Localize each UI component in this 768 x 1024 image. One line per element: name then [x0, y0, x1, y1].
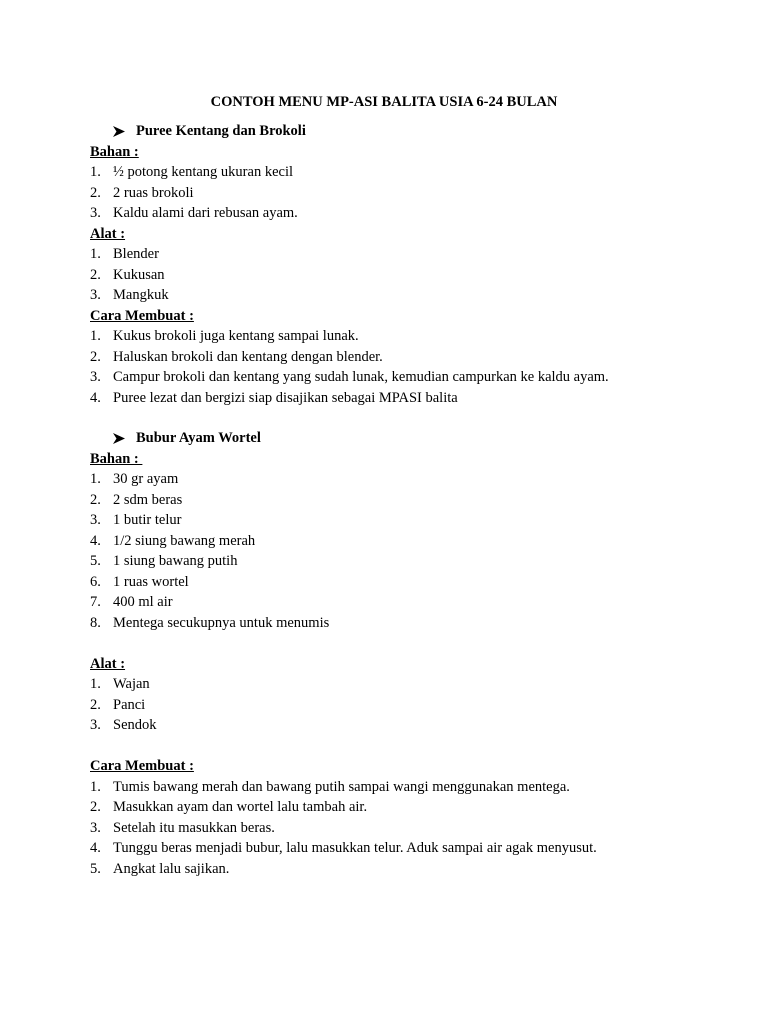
list-text: 1 butir telur — [113, 512, 182, 528]
list-text: Haluskan brokoli dan kentang dengan blender. — [113, 348, 383, 365]
list-number: 4. — [90, 532, 101, 549]
list-item — [90, 285, 710, 306]
list-item — [90, 838, 710, 859]
list-text: 2 ruas brokoli — [113, 184, 194, 201]
list-text: 1 ruas wortel — [113, 573, 189, 590]
list-item — [90, 490, 710, 511]
document-title: CONTOH MENU MP-ASI BALITA USIA 6-24 BULAN — [210, 94, 558, 110]
list-item — [90, 818, 710, 839]
list-item — [90, 797, 710, 818]
list-number: 1. — [90, 778, 101, 795]
list-text: Tumis bawang merah dan bawang putih sampai wangi menggunakan mentega. — [113, 778, 570, 795]
list-number: 2. — [90, 491, 101, 508]
list-text: Sendok — [113, 717, 157, 733]
list-text: Mentega secukupnya untuk menumis — [113, 614, 330, 631]
list-number: 2. — [90, 696, 101, 713]
list-item — [90, 551, 710, 572]
list-item — [90, 244, 710, 265]
list-number: 6. — [90, 573, 101, 590]
list-text: Wajan — [113, 676, 150, 692]
recipe-title-text: Bubur Ayam Wortel — [136, 430, 261, 446]
list-number: 1. — [90, 246, 101, 262]
list-number: 2. — [90, 184, 101, 201]
alat-heading: Alat : — [90, 225, 126, 242]
list-item — [90, 367, 710, 388]
list-text: Campur brokoli dan kentang yang sudah lunak, kemudian campurkan ke kaldu ayam. — [113, 369, 609, 385]
list-number: 1. — [90, 164, 101, 180]
list-number: 5. — [90, 553, 101, 569]
list-text: 30 gr ayam — [113, 471, 179, 487]
cara-membuat-heading: Cara Membuat : — [90, 307, 194, 324]
bahan-heading: Bahan : — [90, 143, 139, 160]
cara-membuat-heading: Cara Membuat : — [90, 758, 194, 774]
list-number: 2. — [90, 266, 101, 283]
list-text: 2 sdm beras — [113, 491, 183, 508]
list-number: 2. — [90, 799, 101, 815]
bahan-heading: Bahan : — [90, 450, 143, 467]
list-item — [90, 592, 710, 613]
list-text: 1/2 siung bawang merah — [113, 532, 256, 549]
alat-heading: Alat : — [90, 655, 126, 672]
list-text: 400 ml air — [113, 594, 173, 610]
list-number: 4. — [90, 840, 101, 856]
blank-line — [90, 736, 710, 757]
blank-line — [90, 633, 710, 654]
recipe-title-text: Puree Kentang dan Brokoli — [136, 123, 306, 139]
list-number: 2. — [90, 348, 101, 365]
list-text: Mangkuk — [113, 287, 169, 303]
list-item — [90, 715, 710, 736]
list-text: Kukus brokoli juga kentang sampai lunak. — [113, 328, 359, 344]
list-item — [90, 572, 710, 593]
list-number: 1. — [90, 471, 101, 487]
list-text: Puree lezat dan bergizi siap disajikan sebagai MPASI balita — [113, 389, 458, 406]
list-item — [90, 326, 710, 347]
list-number: 3. — [90, 205, 101, 221]
recipe-title — [113, 428, 710, 449]
list-number: 3. — [90, 512, 101, 528]
arrowhead-bullet-icon — [113, 126, 125, 137]
list-item — [90, 674, 710, 695]
list-number: 3. — [90, 287, 101, 303]
list-number: 3. — [90, 369, 101, 385]
list-item — [90, 265, 710, 286]
list-number: 7. — [90, 594, 101, 610]
arrowhead-bullet-icon — [113, 433, 125, 444]
list-text: Tunggu beras menjadi bubur, lalu masukkan telur. Aduk sampai air agak menyusut. — [113, 840, 597, 856]
list-number: 8. — [90, 614, 101, 631]
list-item — [90, 347, 710, 368]
list-number: 3. — [90, 717, 101, 733]
list-text: 1 siung bawang putih — [113, 553, 238, 569]
list-text: Kukusan — [113, 266, 165, 283]
list-number: 1. — [90, 676, 101, 692]
list-item — [90, 469, 710, 490]
list-item — [90, 695, 710, 716]
recipe-section-bubur — [90, 428, 710, 879]
list-number: 4. — [90, 389, 101, 406]
list-item — [90, 531, 710, 552]
list-text: Angkat lalu sajikan. — [113, 860, 230, 877]
list-item — [90, 613, 710, 634]
list-number: 3. — [90, 819, 101, 836]
list-number: 5. — [90, 860, 101, 877]
list-text: Panci — [113, 696, 146, 713]
recipe-title — [113, 121, 710, 142]
list-item — [90, 162, 710, 183]
list-text: Setelah itu masukkan beras. — [113, 819, 275, 836]
list-item — [90, 183, 710, 204]
recipe-section-puree — [90, 121, 710, 408]
list-item — [90, 859, 710, 880]
list-number: 1. — [90, 328, 101, 344]
list-item — [90, 203, 710, 224]
list-text: Blender — [113, 246, 159, 262]
list-text: ½ potong kentang ukuran kecil — [113, 164, 293, 180]
list-item — [90, 510, 710, 531]
list-text: Masukkan ayam dan wortel lalu tambah air. — [113, 799, 368, 815]
list-item — [90, 388, 710, 409]
list-text: Kaldu alami dari rebusan ayam. — [113, 205, 298, 221]
list-item — [90, 777, 710, 798]
